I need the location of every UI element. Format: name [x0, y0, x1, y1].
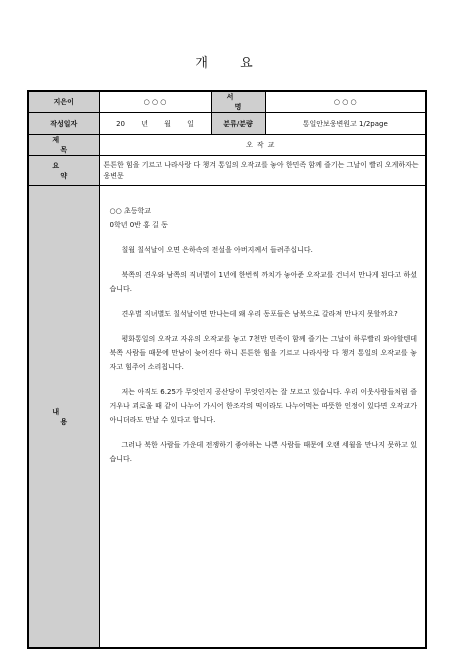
author-label: 지은이 — [28, 91, 99, 113]
date-row — [28, 113, 426, 135]
title-char-1: 개 — [195, 56, 210, 71]
category-value: 통일안보웅변원고 1/2page — [265, 113, 426, 135]
subject-value: 오작교 — [99, 135, 426, 156]
summary-label: 요 약 — [28, 156, 99, 186]
category-label: 분류/분량 — [211, 113, 265, 135]
signature-value: ○ ○ ○ — [265, 91, 426, 113]
content-row — [28, 186, 426, 649]
date-label: 작성일자 — [28, 113, 99, 135]
paragraph-1: 칠월 칠석날이 오면 은하속의 전설을 아버지께서 들려주십니다. — [121, 246, 313, 254]
paragraph-3: 견우별 직녀별도 칠석날이면 만나는데 왜 우리 동포들은 남북으로 갈라져 만나지 못할까요? — [121, 310, 398, 318]
school-line: ○○ 초등학교 — [109, 207, 151, 215]
content-label: 내 용 — [28, 186, 99, 649]
summary-row — [28, 156, 426, 186]
date-value: 20 년 월 일 — [99, 113, 211, 135]
paragraph-2: 북쪽의 견우와 남쪽의 직녀별이 1년에 한번씩 까치가 놓아준 오작교를 건너서 만나게 된다고 하셨습니다. — [109, 271, 417, 293]
subject-row — [28, 135, 426, 156]
paragraph-6: 그러나 북한 사람들 가운데 전쟁하기 좋아하는 나쁜 사람들 때문에 오랜 세월을 만나지 못하고 있습니다. — [109, 441, 417, 463]
content-body — [99, 186, 426, 649]
paragraph-5: 저는 아직도 6.25가 무엇인지 공산당이 무엇인지는 잘 모르고 있습니다. 우리 이웃사람들처럼 즐거우나 괴로울 때 같이 나누어 가시어 한조각의 떡이라도 나누어먹는 따뜻한 인정이 있다면 오작교가 아니더라도 만날 수 있다고 합니다. — [109, 388, 417, 424]
document-title — [0, 52, 450, 71]
student-line: 0학년 0반 홍 길 동 — [109, 221, 168, 229]
paragraph-4: 평화통일의 오작교 자유의 오작교를 놓고 7천만 민족이 함께 즐기는 그날이 하루빨리 와야할텐데 북쪽 사람들 때문에 만남이 늦어진다 하니 튼튼한 힘을 기르고 나라사랑 다 챙겨 통일의 오작교를 놓자고 힘주어 소리칩니다. — [109, 335, 417, 371]
overview-form-table — [27, 90, 427, 649]
signature-label: 서 명 — [211, 91, 265, 113]
title-char-2: 요 — [240, 56, 255, 71]
summary-value: 튼튼한 힘을 기르고 나라사랑 다 챙겨 통일의 오작교를 놓아 한민족 함께 즐기는 그날이 빨리 오게하자는 웅변문 — [99, 156, 426, 186]
author-row — [28, 91, 426, 113]
author-value: ○ ○ ○ — [99, 91, 211, 113]
subject-label: 제 목 — [28, 135, 99, 156]
